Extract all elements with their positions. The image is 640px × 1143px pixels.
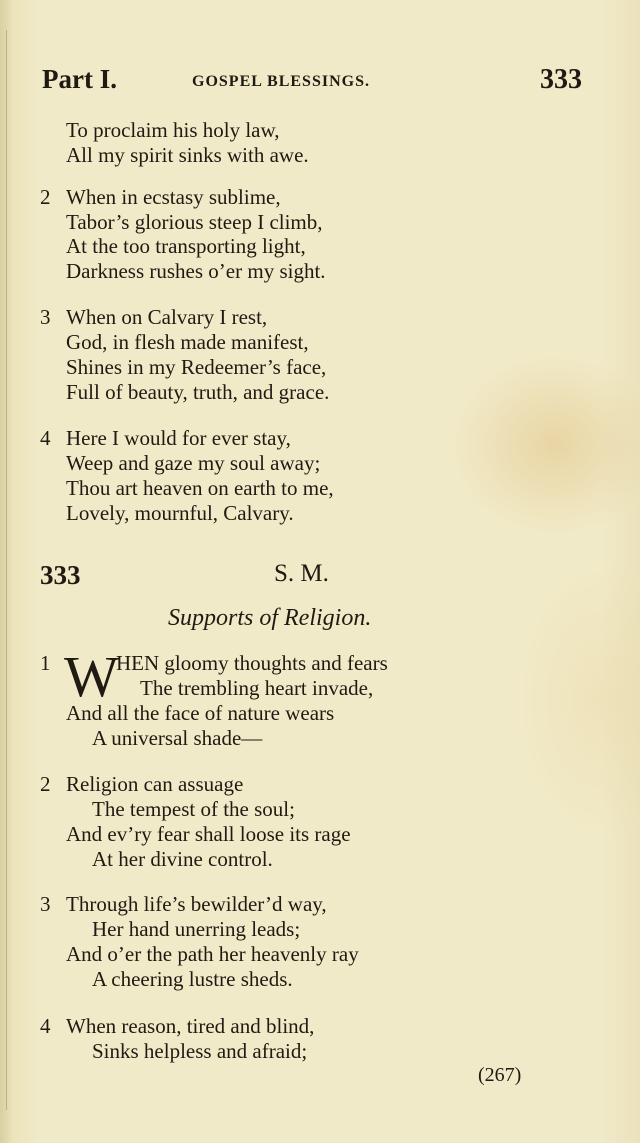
verse-line: God, in flesh made manifest, bbox=[66, 330, 309, 354]
hymn-meter: S. M. bbox=[274, 560, 329, 587]
verse-line: Tabor’s glorious steep I climb, bbox=[66, 210, 323, 234]
stanza-number: 3 bbox=[40, 892, 51, 916]
verse-line: When in ecstasy sublime, bbox=[66, 185, 281, 209]
verse-line: To proclaim his holy law, bbox=[66, 118, 280, 142]
verse-line: Religion can assuage bbox=[66, 772, 244, 796]
verse-line: Darkness rushes o’er my sight. bbox=[66, 259, 326, 283]
verse-line: A cheering lustre sheds. bbox=[92, 967, 293, 991]
gutter-edge bbox=[6, 30, 7, 1110]
verse-line: At the too transporting light, bbox=[66, 234, 306, 258]
verse-line: Here I would for ever stay, bbox=[66, 426, 291, 450]
verse-line: Full of beauty, truth, and grace. bbox=[66, 380, 330, 404]
verse-line: Her hand unerring leads; bbox=[92, 917, 301, 941]
stanza-number: 2 bbox=[40, 185, 51, 209]
verse-line: Thou art heaven on earth to me, bbox=[66, 476, 334, 500]
verse-line: And ev’ry fear shall loose its rage bbox=[66, 822, 351, 846]
verse-line: When reason, tired and blind, bbox=[66, 1014, 315, 1038]
stanza-number: 3 bbox=[40, 305, 51, 329]
verse-line: Lovely, mournful, Calvary. bbox=[66, 501, 294, 525]
hymn-title: Supports of Religion. bbox=[168, 605, 372, 631]
verse-line: Sinks helpless and afraid; bbox=[92, 1039, 308, 1063]
verse-line: When on Calvary I rest, bbox=[66, 305, 268, 329]
verse-line: The tempest of the soul; bbox=[92, 797, 295, 821]
verse-line: HEN gloomy thoughts and fears bbox=[116, 651, 388, 675]
verse-line: All my spirit sinks with awe. bbox=[66, 143, 309, 167]
verse-line: Through life’s bewilder’d way, bbox=[66, 892, 327, 916]
drop-cap: W bbox=[64, 644, 119, 709]
page-number: 333 bbox=[540, 64, 582, 95]
verse-line: The trembling heart invade, bbox=[140, 676, 374, 700]
part-label: Part I. bbox=[42, 64, 117, 94]
page-header bbox=[42, 64, 582, 98]
stanza-number: 4 bbox=[40, 1014, 51, 1038]
hymn-number: 333 bbox=[40, 560, 81, 590]
running-title: GOSPEL BLESSINGS. bbox=[192, 73, 370, 90]
verse-line: At her divine control. bbox=[92, 847, 273, 871]
verse-line: Weep and gaze my soul away; bbox=[66, 451, 321, 475]
verse-line: And o’er the path her heavenly ray bbox=[66, 942, 359, 966]
verse-line: A universal shade— bbox=[92, 726, 263, 750]
verse-line: And all the face of nature wears bbox=[66, 701, 335, 725]
stanza-number: 4 bbox=[40, 426, 51, 450]
stanza-number: 1 bbox=[40, 651, 51, 675]
stanza-number: 2 bbox=[40, 772, 51, 796]
verse-line: Shines in my Redeemer’s face, bbox=[66, 355, 327, 379]
signature-number: (267) bbox=[478, 1064, 522, 1086]
